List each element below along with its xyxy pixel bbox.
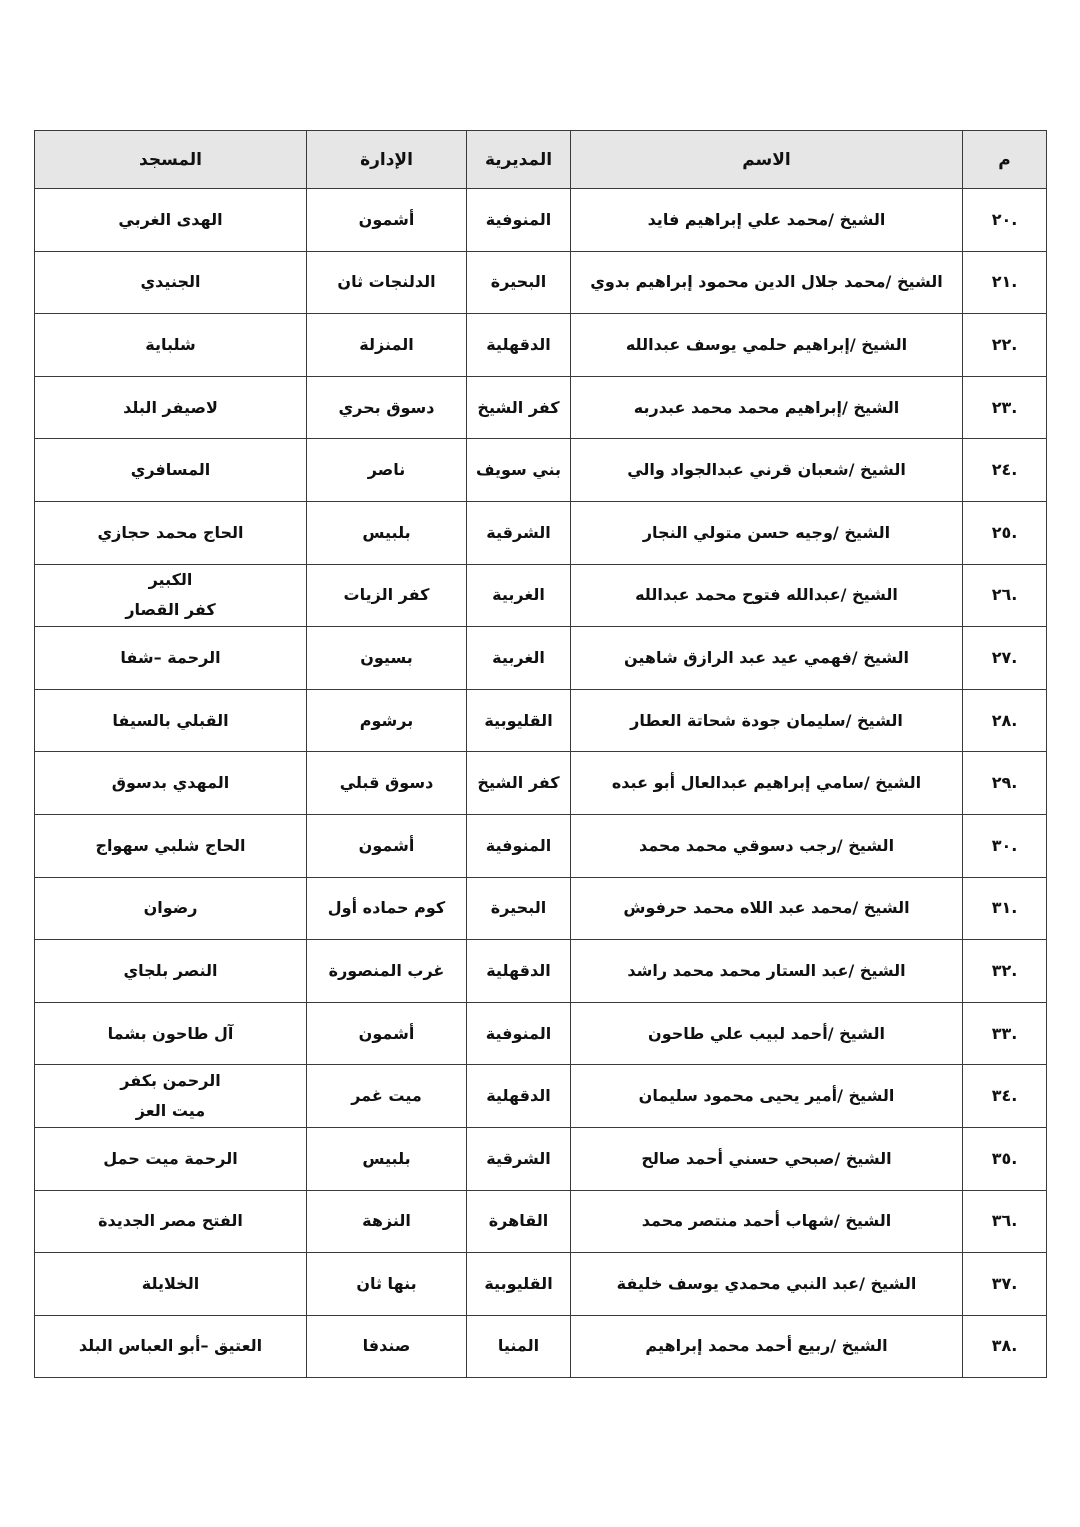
cell-administration: أشمون <box>307 189 467 252</box>
header-administration: الإدارة <box>307 131 467 189</box>
mosque-line: الرحمة ميت حمل <box>103 1148 238 1168</box>
header-mosque: المسجد <box>35 131 307 189</box>
cell-mosque <box>35 314 307 377</box>
cell-mosque <box>35 814 307 877</box>
cell-number: .٢٨ <box>963 689 1047 752</box>
mosque-line: المسافري <box>130 460 211 480</box>
cell-mosque <box>35 564 307 627</box>
mosque-line: الرحمن بكفر <box>120 1071 221 1091</box>
table-row <box>35 1065 1047 1128</box>
table-row <box>35 1253 1047 1316</box>
cell-mosque <box>35 1253 307 1316</box>
table-row <box>35 1127 1047 1190</box>
mosque-line: الخلايلة <box>141 1273 200 1293</box>
mosque-line: الحاج شلبي سهواج <box>95 835 246 855</box>
table-row <box>35 1190 1047 1253</box>
header-name: الاسم <box>571 131 963 189</box>
table-row <box>35 689 1047 752</box>
cell-mosque <box>35 940 307 1003</box>
cell-mosque <box>35 1127 307 1190</box>
cell-name: الشيخ /شعبان قرني عبدالجواد والي <box>571 439 963 502</box>
cell-governorate: المنوفية <box>467 814 571 877</box>
cell-number: .٢٠ <box>963 189 1047 252</box>
table-row <box>35 1002 1047 1065</box>
cell-mosque <box>35 439 307 502</box>
mosque-line: المهدي بدسوق <box>111 773 230 793</box>
mosque-line: القبلي بالسيفا <box>112 710 229 730</box>
cell-mosque <box>35 752 307 815</box>
cell-number: .٣٦ <box>963 1190 1047 1253</box>
cell-name: الشيخ /صبحي حسني أحمد صالح <box>571 1127 963 1190</box>
table-row <box>35 251 1047 314</box>
cell-number: .٣٣ <box>963 1002 1047 1065</box>
cell-name: الشيخ /سليمان جودة شحاتة العطار <box>571 689 963 752</box>
mosque-line: لاصيفر البلد <box>123 397 218 417</box>
mosque-line: العتيق –أبو العباس البلد <box>78 1336 263 1356</box>
cell-governorate: الدقهلية <box>467 1065 571 1128</box>
cell-name: الشيخ /ربيع أحمد محمد إبراهيم <box>571 1315 963 1378</box>
table-header <box>35 131 1047 189</box>
cell-administration: المنزلة <box>307 314 467 377</box>
cell-number: .٢١ <box>963 251 1047 314</box>
cell-number: .٢٦ <box>963 564 1047 627</box>
cell-name: الشيخ /وجيه حسن متولي النجار <box>571 501 963 564</box>
cell-mosque <box>35 501 307 564</box>
cell-number: .٢٤ <box>963 439 1047 502</box>
cell-administration: ميت غمر <box>307 1065 467 1128</box>
cell-mosque <box>35 877 307 940</box>
cell-number: .٣٧ <box>963 1253 1047 1316</box>
cell-administration: النزهة <box>307 1190 467 1253</box>
cell-administration: أشمون <box>307 1002 467 1065</box>
cell-name: الشيخ /إبراهيم محمد محمد عبدربه <box>571 376 963 439</box>
cell-administration: دسوق بحري <box>307 376 467 439</box>
cell-governorate: كفر الشيخ <box>467 752 571 815</box>
mosque-line: النصر بلجاي <box>123 960 218 980</box>
cell-number: .٢٢ <box>963 314 1047 377</box>
cell-name: الشيخ /عبدالله فتوح محمد عبدالله <box>571 564 963 627</box>
cell-name: الشيخ /أحمد لبيب علي طاحون <box>571 1002 963 1065</box>
table-row <box>35 627 1047 690</box>
mosque-line: الهدى الغربي <box>118 209 223 229</box>
cell-governorate: القليوبية <box>467 1253 571 1316</box>
mosque-line: الرحمة –شفا <box>120 647 221 667</box>
cell-mosque <box>35 1002 307 1065</box>
cell-number: .٣٥ <box>963 1127 1047 1190</box>
header-number: م <box>963 131 1047 189</box>
cell-governorate: كفر الشيخ <box>467 376 571 439</box>
cell-name: الشيخ /فهمي عيد عبد الرازق شاهين <box>571 627 963 690</box>
cell-administration: بلبيس <box>307 501 467 564</box>
table-row <box>35 877 1047 940</box>
table-row <box>35 940 1047 1003</box>
cell-mosque <box>35 627 307 690</box>
cell-administration: ناصر <box>307 439 467 502</box>
cell-administration: بلبيس <box>307 1127 467 1190</box>
cell-governorate: الغربية <box>467 627 571 690</box>
cell-name: الشيخ /محمد جلال الدين محمود إبراهيم بدوي <box>571 251 963 314</box>
cell-administration: أشمون <box>307 814 467 877</box>
cell-name: الشيخ /أمير يحيى محمود سليمان <box>571 1065 963 1128</box>
mosque-line: شلباية <box>145 334 196 354</box>
table-row <box>35 814 1047 877</box>
header-row <box>35 131 1047 189</box>
cell-administration: صندفا <box>307 1315 467 1378</box>
cell-name: الشيخ /إبراهيم حلمي يوسف عبدالله <box>571 314 963 377</box>
table-body <box>35 189 1047 1378</box>
cell-name: الشيخ /سامي إبراهيم عبدالعال أبو عبده <box>571 752 963 815</box>
cell-number: .٣٠ <box>963 814 1047 877</box>
cell-governorate: المنوفية <box>467 189 571 252</box>
header-governorate: المديرية <box>467 131 571 189</box>
roster-table <box>34 130 1047 1378</box>
cell-mosque <box>35 1315 307 1378</box>
cell-mosque <box>35 376 307 439</box>
cell-number: .٢٣ <box>963 376 1047 439</box>
document-page <box>34 130 1046 1378</box>
cell-governorate: الدقهلية <box>467 940 571 1003</box>
mosque-line: الحاج محمد حجازي <box>97 522 244 542</box>
cell-governorate: الشرقية <box>467 501 571 564</box>
cell-administration: برشوم <box>307 689 467 752</box>
cell-administration: الدلنجات ثان <box>307 251 467 314</box>
cell-mosque <box>35 1190 307 1253</box>
cell-mosque <box>35 1065 307 1128</box>
mosque-line: رضوان <box>143 898 198 918</box>
cell-governorate: البحيرة <box>467 877 571 940</box>
cell-mosque <box>35 689 307 752</box>
cell-governorate: الشرقية <box>467 1127 571 1190</box>
cell-name: الشيخ /محمد علي إبراهيم فايد <box>571 189 963 252</box>
table-row <box>35 189 1047 252</box>
cell-governorate: القاهرة <box>467 1190 571 1253</box>
mosque-line: الكبير <box>148 570 193 590</box>
cell-governorate: البحيرة <box>467 251 571 314</box>
cell-name: الشيخ /محمد عبد اللاه محمد حرفوش <box>571 877 963 940</box>
cell-number: .٣٤ <box>963 1065 1047 1128</box>
mosque-line: الجنيدي <box>140 272 201 292</box>
cell-number: .٣١ <box>963 877 1047 940</box>
table-row <box>35 1315 1047 1378</box>
cell-number: .٢٥ <box>963 501 1047 564</box>
table-row <box>35 501 1047 564</box>
cell-mosque <box>35 251 307 314</box>
cell-governorate: الدقهلية <box>467 314 571 377</box>
cell-administration: بسيون <box>307 627 467 690</box>
cell-governorate: المنوفية <box>467 1002 571 1065</box>
cell-administration: كفر الزيات <box>307 564 467 627</box>
cell-administration: كوم حماده أول <box>307 877 467 940</box>
cell-administration: دسوق قبلي <box>307 752 467 815</box>
cell-governorate: الغربية <box>467 564 571 627</box>
cell-name: الشيخ /رجب دسوقي محمد محمد <box>571 814 963 877</box>
table-row <box>35 439 1047 502</box>
cell-name: الشيخ /شهاب أحمد منتصر محمد <box>571 1190 963 1253</box>
cell-number: .٢٧ <box>963 627 1047 690</box>
table-row <box>35 564 1047 627</box>
mosque-line: كفر القصار <box>125 600 216 620</box>
cell-number: .٣٨ <box>963 1315 1047 1378</box>
table-row <box>35 752 1047 815</box>
mosque-line: الفتح مصر الجديدة <box>98 1211 243 1231</box>
cell-governorate: بني سويف <box>467 439 571 502</box>
cell-administration: غرب المنصورة <box>307 940 467 1003</box>
cell-governorate: القليوبية <box>467 689 571 752</box>
mosque-line: آل طاحون بشما <box>107 1023 234 1043</box>
cell-name: الشيخ /عبد النبي محمدي يوسف خليفة <box>571 1253 963 1316</box>
cell-mosque <box>35 189 307 252</box>
cell-administration: بنها ثان <box>307 1253 467 1316</box>
cell-number: .٣٢ <box>963 940 1047 1003</box>
cell-governorate: المنيا <box>467 1315 571 1378</box>
cell-number: .٢٩ <box>963 752 1047 815</box>
table-row <box>35 314 1047 377</box>
cell-name: الشيخ /عبد الستار محمد محمد راشد <box>571 940 963 1003</box>
table-row <box>35 376 1047 439</box>
mosque-line: ميت العز <box>135 1101 206 1121</box>
